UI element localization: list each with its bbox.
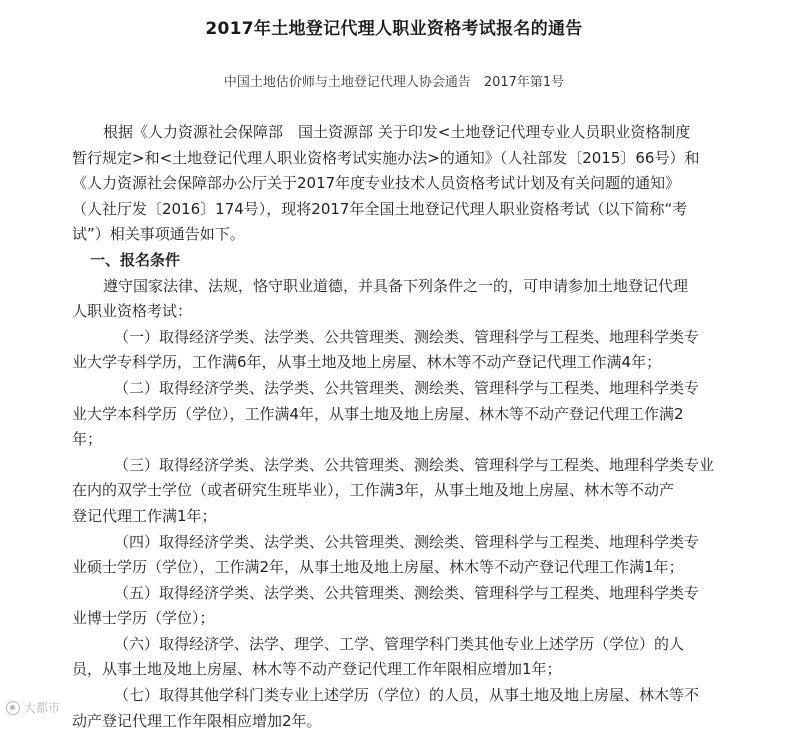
list-item: （六）取得经济学、法学、理学、工学、管理学科门类其他专业上述学历（学位）的人 bbox=[114, 634, 685, 653]
notice-subtitle: 中国土地估价师与土地登记代理人协会通告 2017年第1号 bbox=[223, 75, 565, 90]
list-item-continuation: 在内的双学士学位（或者研究生班毕业），工作满3年，从事土地及地上房屋、林木等不动产 bbox=[72, 481, 675, 500]
paragraph-line: 人职业资格考试： bbox=[72, 302, 193, 321]
list-item: （二）取得经济学类、法学类、公共管理类、测绘类、管理科学与工程类、地理科学类专 bbox=[114, 378, 700, 397]
list-item: （七）取得其他学科门类专业上述学历（学位）的人员，从事土地及地上房屋、林木等不 bbox=[114, 686, 700, 705]
list-item-continuation: 业大学本科学历（学位），工作满4年，从事土地及地上房屋、林木等不动产登记代理工作满2 bbox=[72, 404, 684, 423]
list-item-continuation: 业博士学历（学位）； bbox=[72, 609, 215, 628]
paragraph-line: （人社厅发〔2016〕174号），现将2017年全国土地登记代理人职业资格考试（以下简称“考 bbox=[72, 199, 688, 218]
list-item-continuation: 业大学专科学历，工作满6年，从事土地及地上房屋、林木等不动产登记代理工作满4年； bbox=[72, 353, 662, 372]
paragraph-line: 根据《人力资源社会保障部 国土资源部 关于印发<土地登记代理专业人员职业资格制度 bbox=[103, 123, 691, 141]
paragraph-line: 遵守国家法律、法规，恪守职业道德，并具备下列条件之一的，可申请参加土地登记代理 bbox=[103, 276, 689, 295]
paragraph-line: 试”）相关事项通告如下。 bbox=[72, 225, 245, 244]
document-body bbox=[72, 120, 742, 734]
watermark-text: 大都市 bbox=[24, 701, 61, 715]
list-item: （四）取得经济学类、法学类、公共管理类、测绘类、管理科学与工程类、地理科学类专 bbox=[114, 532, 700, 551]
list-item-continuation: 动产登记代理工作年限相应增加2年。 bbox=[72, 711, 322, 730]
paragraph-line: 暂行规定>和<土地登记代理人职业资格考试实施办法>的通知》（人社部发〔2015〕66号）和 bbox=[72, 148, 700, 167]
list-item: （五）取得经济学类、法学类、公共管理类、测绘类、管理科学与工程类、地理科学类专 bbox=[114, 583, 700, 602]
camera-logo-icon bbox=[6, 701, 20, 715]
watermark bbox=[6, 699, 60, 716]
list-item-continuation: 登记代理工作满1年； bbox=[72, 506, 217, 525]
list-item-continuation: 员，从事土地及地上房屋、林木等不动产登记代理工作年限相应增加1年； bbox=[72, 660, 562, 679]
section-heading: 一、报名条件 bbox=[90, 250, 181, 269]
list-item: （三）取得经济学类、法学类、公共管理类、测绘类、管理科学与工程类、地理科学类专业 bbox=[114, 455, 715, 474]
list-item: （一）取得经济学类、法学类、公共管理类、测绘类、管理科学与工程类、地理科学类专 bbox=[114, 327, 700, 346]
list-item-continuation: 年； bbox=[72, 430, 103, 449]
page-title: 2017年土地登记代理人职业资格考试报名的通告 bbox=[205, 19, 583, 39]
paragraph-line: 《人力资源社会保障部办公厅关于2017年度专业技术人员资格考试计划及有关问题的通知》 bbox=[72, 174, 681, 193]
list-item-continuation: 业硕士学历（学位），工作满2年，从事土地及地上房屋、林木等不动产登记代理工作满1年； bbox=[72, 558, 684, 577]
